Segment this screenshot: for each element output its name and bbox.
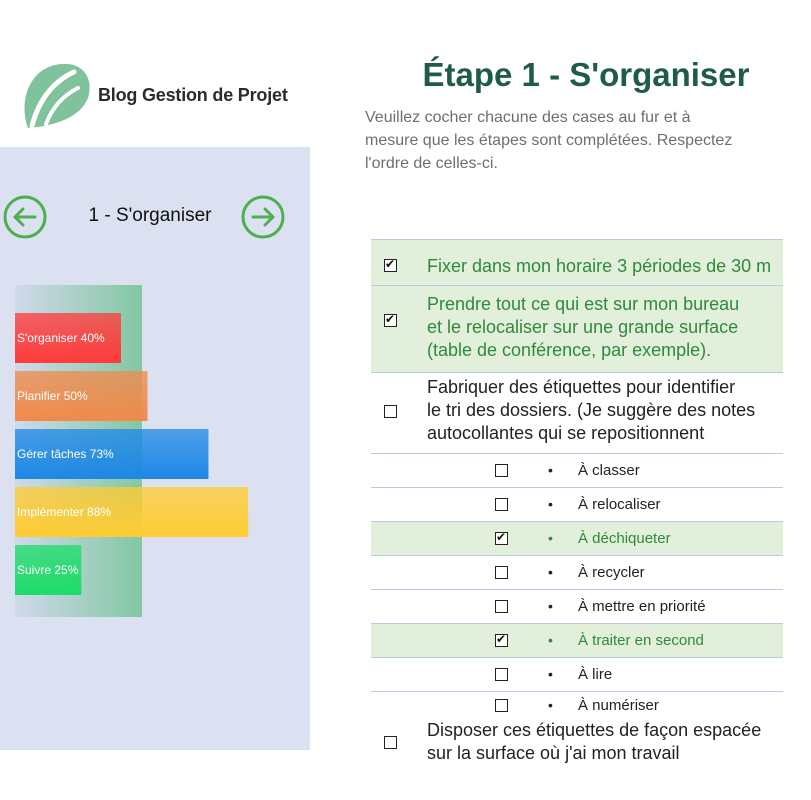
task-text: Fabriquer des étiquettes pour identifier	[427, 377, 736, 397]
task-checkbox[interactable]	[384, 405, 397, 418]
subtask-label: À classer	[578, 462, 640, 479]
task-text: Prendre tout ce qui est sur mon bureau	[427, 294, 740, 314]
leaf-logo-icon	[18, 60, 94, 130]
bullet-icon: •	[548, 697, 553, 713]
bullet-icon: •	[548, 564, 553, 580]
task-checkbox[interactable]	[384, 736, 397, 749]
brand-name: Blog Gestion de Projet	[98, 85, 288, 105]
task-text: autocollantes qui se repositionnent	[427, 423, 705, 443]
progress-bar-label: Implémenter 88%	[17, 505, 112, 519]
subtask-row	[371, 623, 783, 657]
subtask-label: À mettre en priorité	[578, 598, 706, 615]
progress-bar-label: Gérer tâches 73%	[17, 447, 114, 461]
subtask-row	[371, 453, 783, 487]
subtask-label: À numériser	[578, 697, 659, 714]
subtask-checkbox[interactable]	[495, 498, 508, 511]
task-row	[371, 372, 783, 453]
progress-bar-label: Planifier 50%	[17, 389, 88, 403]
task-checkbox[interactable]	[384, 314, 397, 327]
task-text: (table de conférence, par exemple).	[427, 340, 712, 360]
subtask-row	[371, 657, 783, 691]
subtask-label: À recycler	[578, 564, 645, 581]
task-text: Disposer ces étiquettes de façon espacée	[427, 720, 762, 740]
subtask-row	[371, 487, 783, 521]
task-text: sur la surface où j'ai mon travail	[427, 743, 680, 763]
bullet-icon: •	[548, 530, 553, 546]
subtask-checkbox[interactable]	[495, 668, 508, 681]
subtask-checkbox[interactable]	[495, 532, 508, 545]
arrow-left-circle-icon[interactable]	[2, 194, 48, 240]
task-text: le tri des dossiers. (Je suggère des notes	[427, 400, 756, 420]
task-checkbox[interactable]	[384, 259, 397, 272]
task-row	[371, 285, 783, 372]
subtask-checkbox[interactable]	[495, 634, 508, 647]
bullet-icon: •	[548, 462, 553, 478]
subtask-label: À lire	[578, 666, 613, 683]
subtask-checkbox[interactable]	[495, 699, 508, 712]
brand-logo	[18, 58, 298, 136]
instructions-line: mesure que les étapes sont complétées. Respectez	[365, 132, 733, 149]
task-text: et le relocaliser sur une grande surface	[427, 317, 739, 337]
task-row	[371, 717, 783, 763]
subtask-label: À traiter en second	[578, 632, 704, 649]
page-title: Étape 1 - S'organiser	[422, 56, 750, 93]
subtask-row	[371, 691, 783, 717]
subtask-row	[371, 555, 783, 589]
task-row	[371, 239, 783, 285]
instructions-line: Veuillez cocher chacune des cases au fur et à	[365, 109, 691, 126]
subtask-checkbox[interactable]	[495, 464, 508, 477]
progress-bar-label: S'organiser 40%	[17, 331, 105, 345]
task-text: Fixer dans mon horaire 3 périodes de 30 m	[427, 256, 772, 276]
bullet-icon: •	[548, 496, 553, 512]
instructions-line: l'ordre de celles-ci.	[365, 155, 498, 172]
bullet-icon: •	[548, 598, 553, 614]
subtask-checkbox[interactable]	[495, 566, 508, 579]
arrow-right-circle-icon[interactable]	[240, 194, 286, 240]
subtask-label: À déchiqueter	[578, 530, 671, 547]
subtask-row	[371, 521, 783, 555]
current-step-label: 1 - S'organiser	[88, 205, 212, 226]
subtask-checkbox[interactable]	[495, 600, 508, 613]
subtask-row	[371, 589, 783, 623]
subtask-label: À relocaliser	[578, 496, 661, 513]
sidebar	[0, 147, 310, 750]
instructions	[365, 106, 785, 175]
bullet-icon: •	[548, 632, 553, 648]
progress-bar-label: Suivre 25%	[17, 563, 79, 577]
bullet-icon: •	[548, 666, 553, 682]
